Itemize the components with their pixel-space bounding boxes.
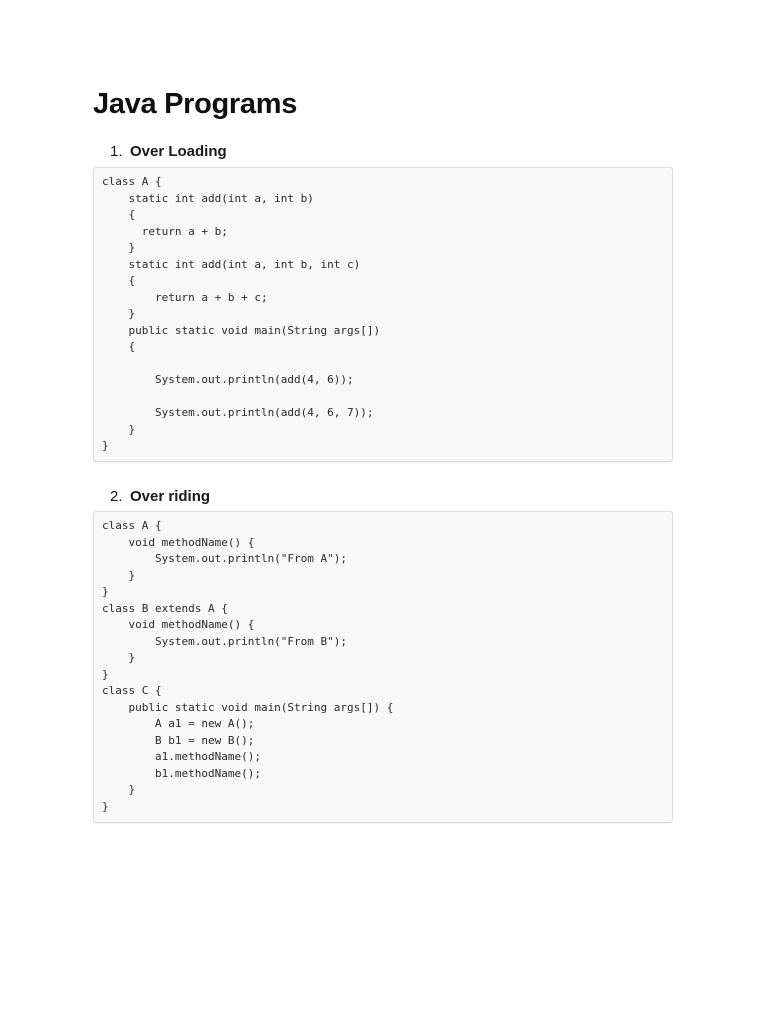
section-heading-overriding bbox=[110, 487, 210, 507]
section-heading-overloading bbox=[110, 142, 227, 162]
list-number: 2. bbox=[110, 488, 123, 505]
section-title: Over Loading bbox=[130, 143, 227, 160]
code-block-overloading: class A { static int add(int a, int b) { return a + b; } static int add(int a, int b, int c) { return a + b + c; } public static void main(String args[]) { System.out.println(add(4, 6)); System.out.println(add(4, 6, 7)); } } bbox=[93, 167, 673, 462]
list-number: 1. bbox=[110, 143, 123, 160]
page-title: Java Programs bbox=[93, 88, 298, 120]
code-block-overriding: class A { void methodName() { System.out.println("From A"); } } class B extends A { void methodName() { System.out.println("From B"); } } class C { public static void main(String args[]) { A a1 = new A(); B b1 = new B(); a1.methodName(); b1.methodName(); } } bbox=[93, 511, 673, 823]
section-title: Over riding bbox=[130, 488, 211, 505]
